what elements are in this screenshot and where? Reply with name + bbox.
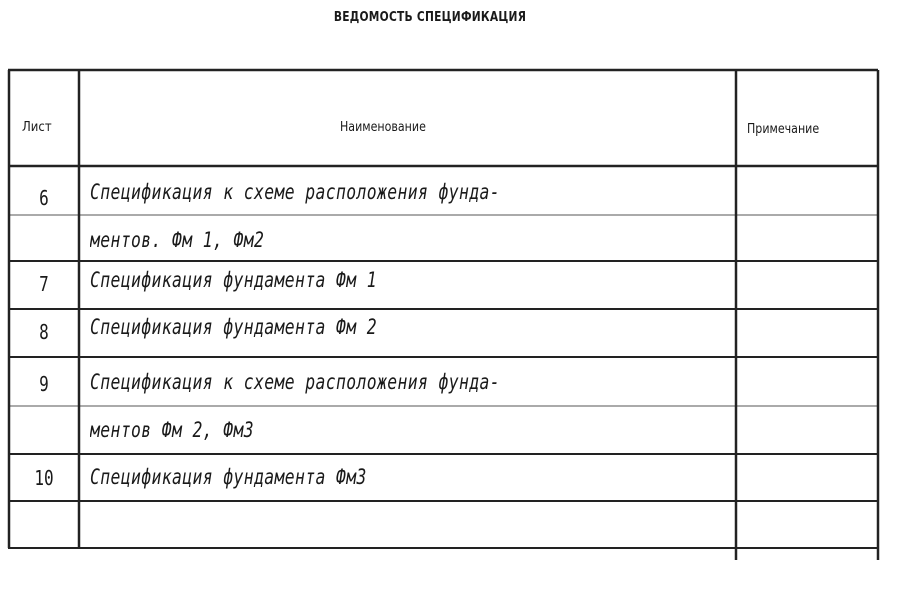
column-header-name: Наименование: [340, 120, 426, 135]
item-name: Спецификация фундамента Фм 2: [90, 315, 378, 339]
sheet-number: 7: [39, 272, 49, 296]
document-title: ВЕДОМОСТЬ СПЕЦИФИКАЦИЯ: [333, 10, 527, 25]
sheet-number: 10: [34, 466, 54, 490]
item-name: Спецификация фундамента Фм 1: [90, 268, 378, 292]
column-header-note: Примечание: [747, 122, 820, 137]
item-name: ментов. Фм 1, Фм2: [90, 228, 265, 252]
item-name: ментов Фм 2, Фм3: [90, 418, 255, 442]
sheet-number: 6: [39, 186, 49, 210]
item-name: Спецификация к схеме расположения фунда-: [90, 370, 501, 394]
sheet-number: 8: [39, 320, 49, 344]
column-header-sheet: Лист: [22, 120, 52, 135]
item-name: Спецификация к схеме расположения фунда-: [90, 180, 501, 204]
item-name: Спецификация фундамента Фм3: [90, 465, 367, 489]
sheet-number: 9: [39, 372, 49, 396]
